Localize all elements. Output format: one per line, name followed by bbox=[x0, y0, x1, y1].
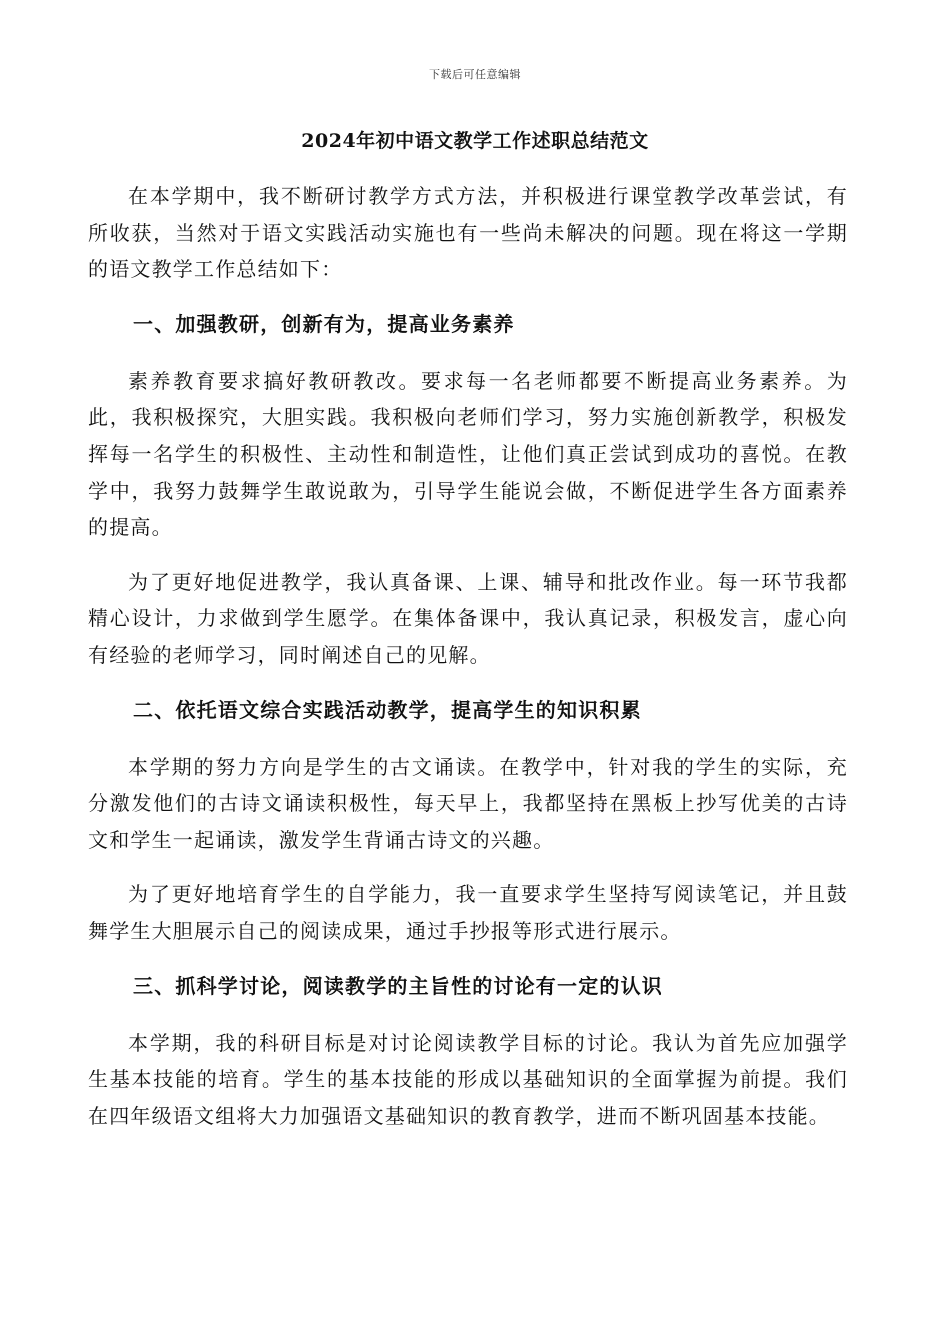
header-note: 下载后可任意编辑 bbox=[429, 68, 521, 81]
section-1-paragraph-2: 为了更好地促进教学，我认真备课、上课、辅导和批改作业。每一环节我都精心设计，力求做到学生愿学。在集体备课中，我认真记录，积极发言，虚心向有经验的老师学习，同时阐述自己的见解。 bbox=[88, 569, 848, 667]
section-heading-1: 一、加强教研，创新有为，提高业务素养 bbox=[133, 311, 515, 336]
section-heading-2: 二、依托语文综合实践活动教学，提高学生的知识积累 bbox=[133, 697, 642, 722]
document-body bbox=[88, 178, 848, 1152]
section-1-paragraph-1: 素养教育要求搞好教研教改。要求每一名老师都要不断提高业务素养。为此，我积极探究，大胆实践。我积极向老师们学习，努力实施创新教学，积极发挥每一名学生的积极性、主动性和制造性，让他们真正尝试到成功的喜悦。在教学中，我努力鼓舞学生敢说敢为，引导学生能说会做，不断促进学生各方面素养的提高。 bbox=[88, 368, 848, 540]
section-2-paragraph-1: 本学期的努力方向是学生的古文诵读。在教学中，针对我的学生的实际，充分激发他们的古诗文诵读积极性，每天早上，我都坚持在黑板上抄写优美的古诗文和学生一起诵读，激发学生背诵古诗文的兴趣。 bbox=[88, 754, 848, 852]
document-title: 2024年初中语文教学工作述职总结范文 bbox=[301, 130, 649, 152]
intro-paragraph: 在本学期中，我不断研讨教学方式方法，并积极进行课堂教学改革尝试，有所收获，当然对于语文实践活动实施也有一些尚未解决的问题。现在将这一学期的语文教学工作总结如下： bbox=[88, 184, 848, 282]
section-heading-3: 三、抓科学讨论，阅读教学的主旨性的讨论有一定的认识 bbox=[133, 973, 663, 998]
section-3-paragraph-1: 本学期，我的科研目标是对讨论阅读教学目标的讨论。我认为首先应加强学生基本技能的培育。学生的基本技能的形成以基础知识的全面掌握为前提。我们在四年级语文组将大力加强语文基础知识的教育教学，进而不断巩固基本技能。 bbox=[88, 1030, 848, 1128]
section-2-paragraph-2: 为了更好地培育学生的自学能力，我一直要求学生坚持写阅读笔记，并且鼓舞学生大胆展示自己的阅读成果，通过手抄报等形式进行展示。 bbox=[88, 882, 848, 943]
